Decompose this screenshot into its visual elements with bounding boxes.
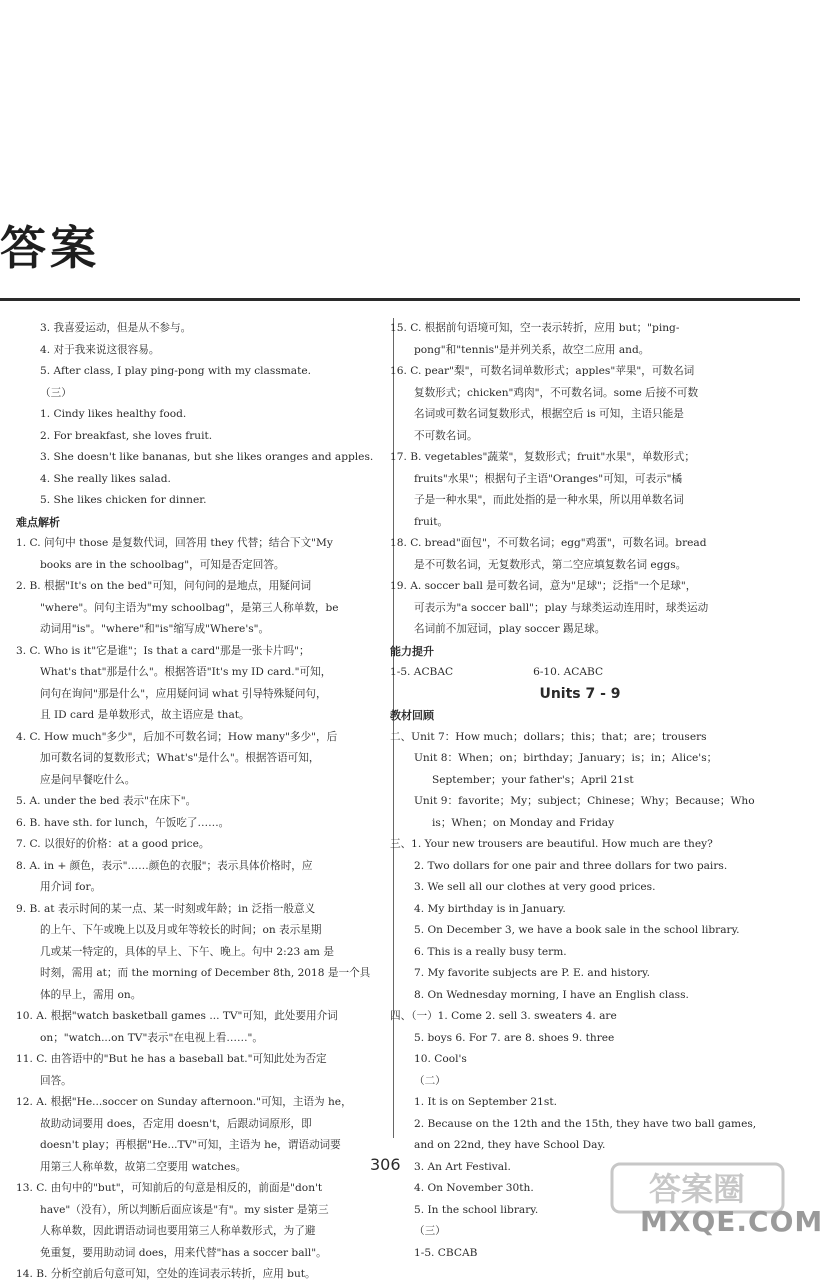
ability-answer-6-10: 6-10. ACABC — [533, 666, 604, 678]
right-column-2-line: 7. My favorite subjects are P. E. and history. — [414, 967, 650, 979]
left-column-line: 动词用"is"。"where"和"is"缩写成"Where's"。 — [40, 623, 270, 635]
right-column-2-line: 4. On November 30th. — [414, 1182, 534, 1194]
right-column-2-line: 三、1. Your new trousers are beautiful. How much are they? — [390, 838, 713, 850]
left-column-line: 5. A. under the bed 表示"在床下"。 — [16, 795, 197, 807]
right-column-line: 16. C. pear"梨"，可数名词单数形式；apples"苹果"，可数名词 — [390, 365, 695, 377]
left-column-line: 4. 对于我来说这很容易。 — [40, 343, 160, 356]
right-column-line: 复数形式；chicken"鸡肉"，不可数名词。some 后接不可数 — [414, 386, 699, 399]
right-column-2-line: September；your father's；April 21st — [432, 773, 634, 786]
right-column-line: 名词前不加冠词，play soccer 踢足球。 — [414, 623, 606, 635]
watermark-text: MXQE.COM — [640, 1205, 823, 1238]
left-column-line: 免重复，要用助动词 does，用来代替"has a soccer ball"。 — [40, 1246, 327, 1259]
right-column-2-line: 5. In the school library. — [414, 1203, 539, 1216]
left-column-line: （三） — [40, 386, 72, 399]
left-column — [16, 318, 374, 1286]
left-column-line: 11. C. 由答语中的"But he has a baseball bat."可知此处为否定 — [16, 1053, 327, 1065]
left-column-line: doesn't play；再根据"He...TV"可知，主语为 he，谓语动词要 — [40, 1139, 341, 1151]
left-column-line: 1. Cindy likes healthy food. — [40, 408, 187, 420]
right-column-2-line: 二、Unit 7：How much；dollars；this；that；are；trousers — [390, 730, 707, 743]
left-column-line: books are in the schoolbag"，可知是否定回答。 — [40, 558, 285, 571]
right-column-2-line: 3. An Art Festival. — [414, 1160, 511, 1173]
right-column-2-line: （二） — [414, 1074, 446, 1087]
right-column-2-line: 2. Two dollars for one pair and three dollars for two pairs. — [414, 859, 728, 872]
right-column-2-line: 6. This is a really busy term. — [414, 945, 567, 958]
left-column-line: 3. C. Who is it"它是谁"；Is that a card"那是一张卡片吗"； — [16, 644, 310, 657]
left-column-line: 故助动词要用 does，否定用 doesn't，后跟动词原形，即 — [40, 1117, 312, 1130]
left-column-line: 4. C. How much"多少"，后加不可数名词；How many"多少"，后 — [16, 730, 338, 743]
left-column-line: 4. She really likes salad. — [40, 472, 171, 485]
right-column-2-line: 5. On December 3, we have a book sale in the school library. — [414, 924, 740, 936]
right-column-line: 18. C. bread"面包"，不可数名词；egg"鸡蛋"，可数名词。bread — [390, 537, 707, 549]
left-column-line: 时刻，需用 at；而 the morning of December 8th, 2018 是一个具 — [40, 967, 371, 979]
right-column-2-line: 1. It is on September 21st. — [414, 1096, 557, 1108]
right-column-2-line: 4. My birthday is in January. — [414, 902, 566, 915]
left-column-line: have"（没有），所以判断后面应该是"有"。my sister 是第三 — [40, 1203, 329, 1216]
right-column-line: fruit。 — [414, 515, 449, 528]
left-column-line: on；"watch...on TV"表示"在电视上看……"。 — [40, 1031, 264, 1044]
page-title: 答案 — [0, 221, 100, 275]
right-column-2-line: Unit 9：favorite；My；subject；Chinese；Why；Because；Who — [414, 795, 755, 807]
page-number: 306 — [370, 1155, 401, 1174]
left-column-line: 2. For breakfast, she loves fruit. — [40, 429, 213, 442]
right-column-line: 不可数名词。 — [414, 429, 478, 442]
right-column-2-line: 四、（一）1. Come 2. sell 3. sweaters 4. are — [390, 1010, 617, 1022]
left-column-line: 7. C. 以很好的价格：at a good price。 — [16, 838, 210, 850]
ability-answer-1-5: 1-5. ACBAC — [390, 666, 454, 678]
units-title: Units 7 - 9 — [539, 685, 621, 702]
left-column-line: 5. After class, I play ping-pong with my classmate. — [40, 365, 312, 377]
left-column-line: 难点解析 — [16, 515, 60, 529]
right-column-2-line: Unit 8：When；on；birthday；January；is；in；Alice's； — [414, 752, 718, 764]
right-column-line: 17. B. vegetables"蔬菜"，复数形式；fruit"水果"，单数形式； — [390, 451, 695, 463]
left-column-line: 的上午、下午或晚上以及月或年等较长的时间；on 表示星期 — [40, 924, 322, 936]
svg-text:答案圈: 答案圈 — [648, 1170, 746, 1208]
left-column-line: 几或某一特定的，具体的早上、下午、晚上。句中 2:23 am 是 — [40, 945, 334, 958]
right-column-2-line: （三） — [414, 1225, 446, 1237]
left-column-line: 12. A. 根据"He...soccer on Sunday afternoon."可知，主语为 he， — [16, 1096, 352, 1108]
left-column-line: What's that"那是什么"。根据答语"It's my ID card."可知， — [40, 666, 332, 678]
left-column-line: 问句在询问"那是什么"，应用疑问词 what 引导特殊疑问句， — [40, 687, 327, 700]
left-column-line: 3. She doesn't like bananas, but she likes oranges and apples. — [40, 451, 374, 463]
right-column-2-line: 5. boys 6. For 7. are 8. shoes 9. three — [414, 1031, 615, 1044]
left-column-line: 2. B. 根据"It's on the bed"可知，问句问的是地点，用疑问词 — [16, 580, 312, 592]
left-column-line: 应是问早餐吃什么。 — [40, 773, 136, 786]
right-column-2-line: 2. Because on the 12th and the 15th, they have two ball games, — [414, 1117, 757, 1130]
left-column-line: 10. A. 根据"watch basketball games ... TV"可知，此处要用介词 — [16, 1010, 338, 1022]
right-column-2-line: 1-5. CBCAB — [414, 1246, 478, 1259]
right-column-line: 可表示为"a soccer ball"；play 与球类运动连用时，球类运动 — [414, 601, 709, 614]
left-column-line: 14. B. 分析空前后句意可知，空处的连词表示转折，应用 but。 — [16, 1268, 316, 1280]
left-column-line: 9. B. at 表示时间的某一点、某一时刻或年龄；in 泛指一般意义 — [16, 902, 316, 915]
left-column-line: 用介词 for。 — [40, 881, 102, 893]
right-column-2-line: is；When；on Monday and Friday — [432, 816, 615, 829]
left-column-line: 回答。 — [40, 1074, 72, 1087]
right-column-2-line: 8. On Wednesday morning, I have an English class. — [414, 988, 689, 1001]
right-column-line: fruits"水果"；根据句子主语"Oranges"可知，可表示"橘 — [414, 472, 683, 485]
right-column-line: 19. A. soccer ball 是可数名词，意为"足球"；泛指"一个足球"， — [390, 580, 697, 592]
left-column-line: 8. A. in + 颜色，表示"……颜色的衣服"；表示具体价格时，应 — [16, 859, 313, 872]
left-column-line: "where"。问句主语为"my schoolbag"，是第三人称单数，be — [40, 601, 339, 614]
right-column — [390, 318, 770, 1264]
left-column-line: 3. 我喜爱运动，但是从不参与。 — [40, 322, 192, 334]
right-column-line: pong"和"tennis"是并列关系，故空二应用 and。 — [414, 343, 650, 356]
right-column-2-line: 3. We sell all our clothes at very good prices. — [414, 881, 656, 893]
right-column-line: 子是一种水果"，而此处指的是一种水果，所以用单数名词 — [414, 494, 684, 506]
ability-answers — [390, 662, 770, 684]
left-column-line: 体的早上，需用 on。 — [40, 988, 142, 1001]
left-column-line: 用第三人称单数，故第二空要用 watches。 — [40, 1160, 247, 1173]
right-column-line: 能力提升 — [390, 644, 434, 658]
left-column-line: 人称单数，因此谓语动词也要用第三人称单数形式，为了避 — [40, 1225, 316, 1237]
right-column-line: 是不可数名词，无复数形式，第二空应填复数名词 eggs。 — [414, 558, 687, 571]
right-column-line: 名词或可数名词复数形式，根据空后 is 可知，主语只能是 — [414, 408, 684, 420]
left-column-line: 5. She likes chicken for dinner. — [40, 494, 207, 506]
left-column-line: 加可数名词的复数形式；What's"是什么"。根据答语可知， — [40, 752, 320, 764]
left-column-line: 6. B. have sth. for lunch，午饭吃了……。 — [16, 816, 230, 829]
left-column-line: 1. C. 问句中 those 是复数代词，回答用 they 代替；结合下文"My — [16, 537, 333, 549]
left-column-line: 且 ID card 是单数形式，故主语应是 that。 — [40, 709, 250, 721]
right-column-2-line: 教材回顾 — [390, 709, 434, 722]
right-column-2-line: 10. Cool's — [414, 1053, 467, 1065]
left-column-line: 13. C. 由句中的"but"，可知前后的句意是相反的，前面是"don't — [16, 1182, 323, 1194]
header-rule — [0, 298, 800, 301]
right-column-line: 15. C. 根据前句语境可知，空一表示转折，应用 but；"ping- — [390, 322, 680, 334]
right-column-2-line: and on 22nd, they have School Day. — [414, 1139, 606, 1151]
